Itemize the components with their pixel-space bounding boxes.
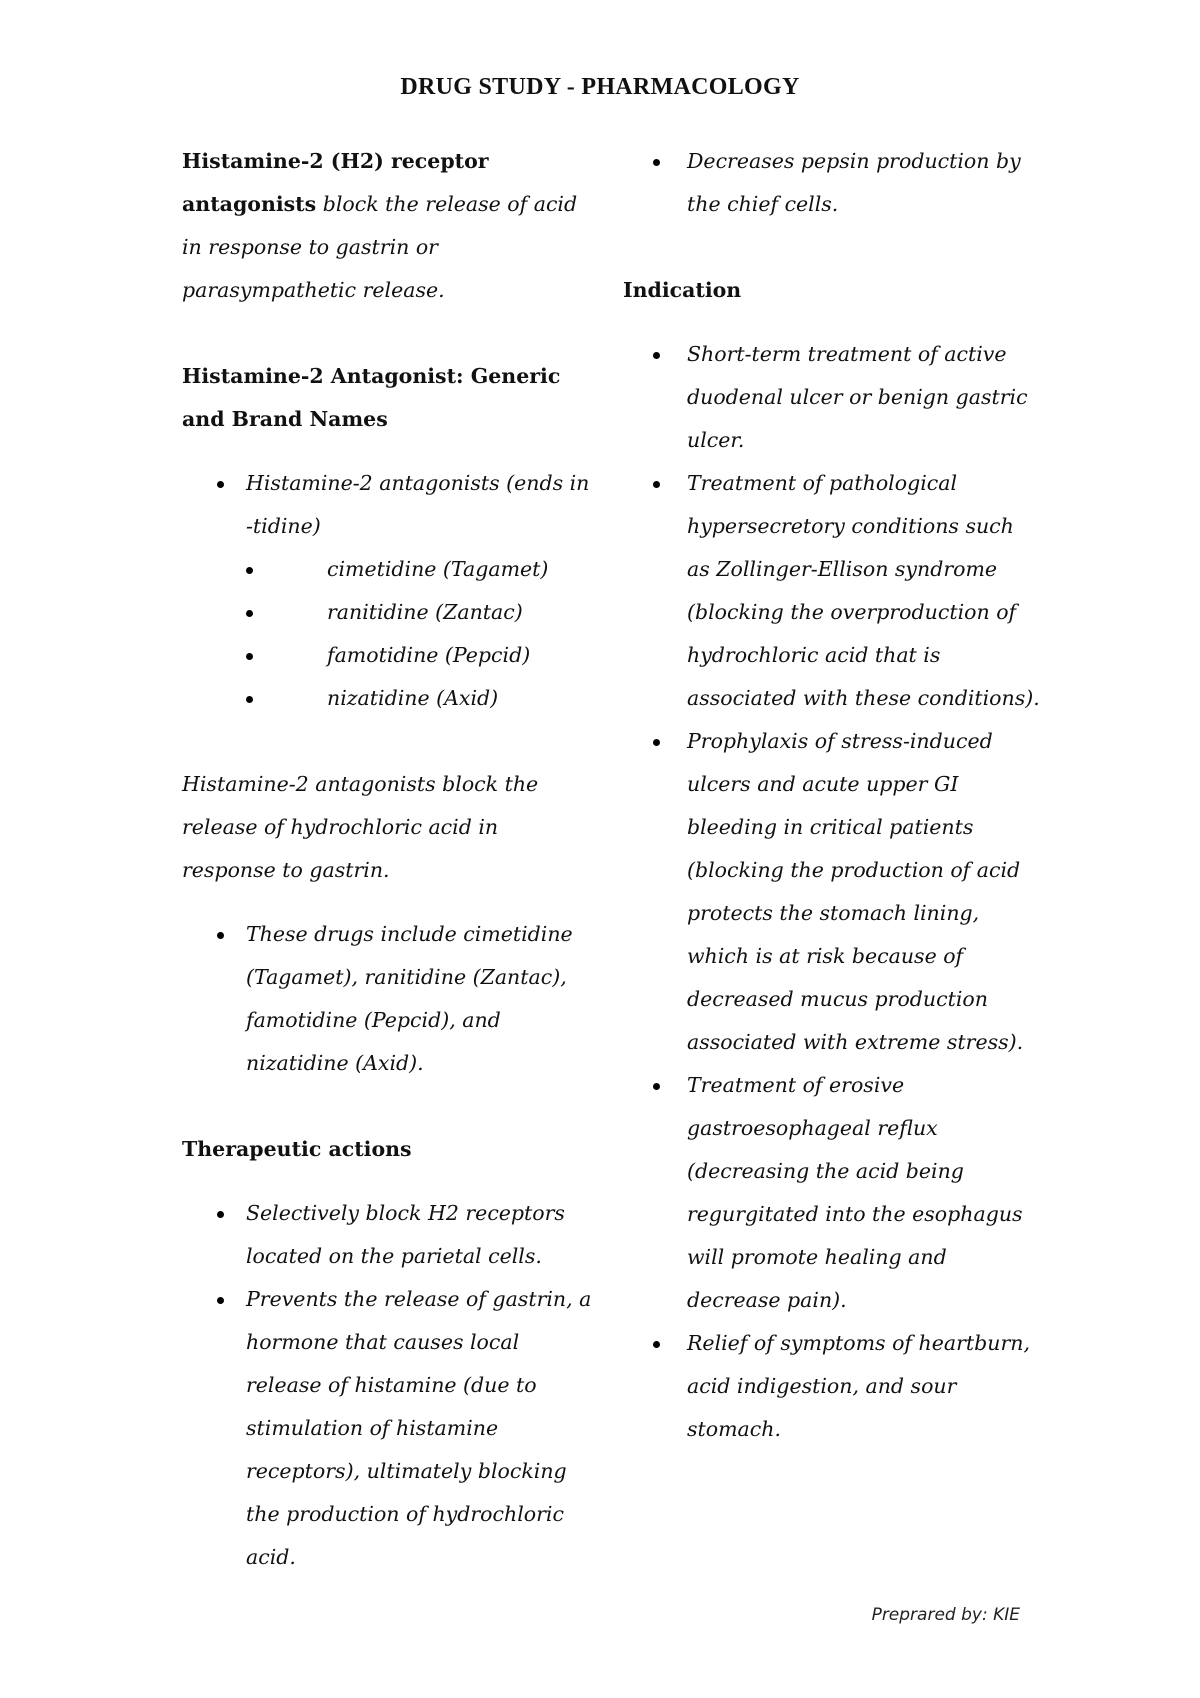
- right-column: [623, 140, 1043, 1451]
- drug-item: ranitidine (Zantac): [182, 591, 592, 634]
- list-item: Relief of symptoms of heartburn, acid indigestion, and sour stomach.: [623, 1322, 1043, 1451]
- indication-list: [623, 333, 1043, 1451]
- list-item: Prophylaxis of stress-induced ulcers and acute upper GI bleeding in critical patients (blocking the production of acid protects the stomach lining, which is at risk because of decreased mucus production associated with extreme stress).: [623, 720, 1043, 1064]
- list-item: Short-term treatment of active duodenal ulcer or benign gastric ulcer.: [623, 333, 1043, 462]
- drugs-note-list: [182, 913, 592, 1085]
- drug-item: cimetidine (Tagamet): [182, 548, 592, 591]
- drug-item: nizatidine (Axid): [182, 677, 592, 720]
- indication-heading: Indication: [623, 278, 742, 302]
- therapeutic-list: [182, 1192, 592, 1579]
- list-item: Treatment of erosive gastroesophageal reflux (decreasing the acid being regurgitated into the esophagus will promote healing and decrease pain).: [623, 1064, 1043, 1322]
- drug-item: famotidine (Pepcid): [182, 634, 592, 677]
- list-item: These drugs include cimetidine (Tagamet), ranitidine (Zantac), famotidine (Pepcid), and nizatidine (Axid).: [182, 913, 592, 1085]
- page-title: DRUG STUDY - PHARMACOLOGY: [400, 74, 800, 100]
- list-item: Histamine-2 antagonists (ends in -tidine): [182, 462, 592, 548]
- list-item: Selectively block H2 receptors located on the parietal cells.: [182, 1192, 592, 1278]
- generic-brand-list: [182, 462, 592, 720]
- intro-text: block the release of acid in response to gastrin or parasympathetic release.: [182, 192, 578, 302]
- left-column: [182, 140, 592, 1579]
- list-item: Decreases pepsin production by the chief cells.: [623, 140, 1043, 226]
- footer-prepared-by: Preprared by: KIE: [871, 1605, 1020, 1625]
- generic-brand-paragraph: Histamine-2 antagonists block the release of hydrochloric acid in response to gastrin.: [182, 772, 539, 882]
- list-item: Prevents the release of gastrin, a hormone that causes local release of histamine (due to stimulation of histamine receptors), ultimately blocking the production of hydrochloric acid.: [182, 1278, 592, 1579]
- intro-paragraph: [182, 140, 592, 312]
- generic-brand-heading: Histamine-2 Antagonist: Generic and Brand Names: [182, 364, 561, 431]
- intro-bold: Histamine-2 (H2) receptor antagonists: [182, 149, 489, 216]
- therapeutic-list-continued: [623, 140, 1043, 226]
- list-item: Treatment of pathological hypersecretory conditions such as Zollinger-Ellison syndrome (blocking the overproduction of hydrochloric acid that is associated with these conditions).: [623, 462, 1043, 720]
- therapeutic-heading: Therapeutic actions: [182, 1137, 412, 1161]
